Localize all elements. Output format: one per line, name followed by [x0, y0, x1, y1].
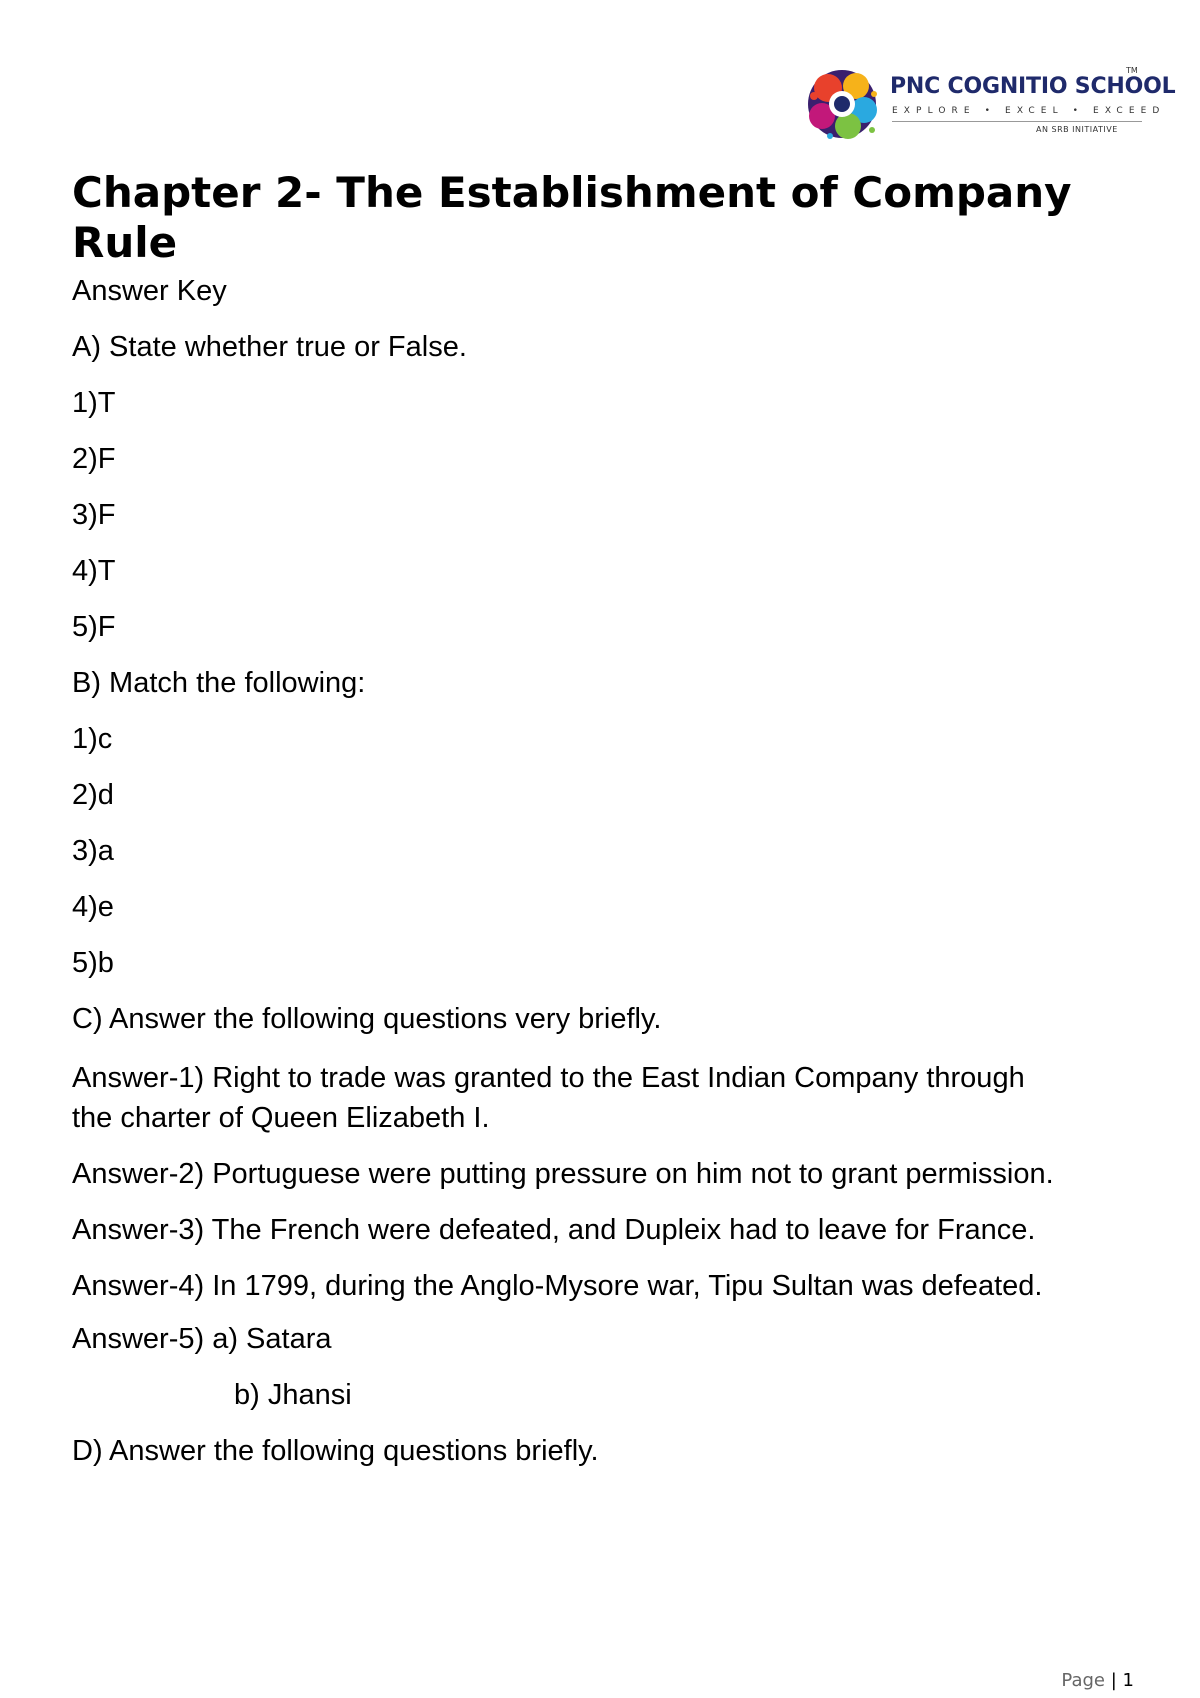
answer-paragraph: Answer-2) Portuguese were putting pressure on him not to grant permission.	[72, 1158, 1054, 1190]
answer-paragraph: Answer-1) Right to trade was granted to the East Indian Company through the charter of Queen Elizabeth I.	[72, 1062, 1025, 1134]
page-separator: |	[1110, 1670, 1117, 1691]
list-item: 4)T	[72, 555, 116, 587]
list-item: 5)F	[72, 611, 116, 643]
section-c-heading: C) Answer the following questions very briefly.	[72, 1003, 662, 1035]
trademark-mark: TM	[1126, 66, 1138, 75]
list-item: 3)F	[72, 499, 116, 531]
answer-5-part-b: b) Jhansi	[234, 1379, 352, 1411]
answer-5-part-a: Answer-5) a) Satara	[72, 1323, 332, 1355]
logo-tagline: EXPLORE • EXCEL • EXCEED	[892, 106, 1166, 116]
answer-paragraph: Answer-4) In 1799, during the Anglo-Mysore war, Tipu Sultan was defeated.	[72, 1270, 1043, 1302]
list-item: 1)c	[72, 723, 113, 755]
section-b-heading: B) Match the following:	[72, 667, 366, 699]
logo-name: PNC COGNITIO SCHOOL	[890, 74, 1176, 99]
list-item: 3)a	[72, 835, 114, 867]
list-item: 5)b	[72, 947, 114, 979]
page-footer	[1061, 1670, 1134, 1691]
page-title: Chapter 2- The Establishment of Company Rule	[72, 168, 1072, 267]
list-item: 2)d	[72, 779, 114, 811]
answer-key-body	[72, 274, 1072, 1490]
page-label: Page	[1061, 1670, 1105, 1691]
logo-subtitle: AN SRB INITIATIVE	[1036, 125, 1118, 134]
section-d-heading: D) Answer the following questions briefly.	[72, 1435, 599, 1467]
answer-paragraph: Answer-3) The French were defeated, and Dupleix had to leave for France.	[72, 1214, 1036, 1246]
colorful-splash-globe-icon	[804, 66, 880, 142]
page-number: 1	[1122, 1670, 1134, 1691]
list-item: 1)T	[72, 387, 116, 419]
answer-key-subtitle: Answer Key	[72, 275, 227, 307]
section-a-heading: A) State whether true or False.	[72, 331, 467, 363]
list-item: 2)F	[72, 443, 116, 475]
logo-divider	[892, 121, 1142, 122]
list-item: 4)e	[72, 891, 114, 923]
school-logo	[804, 66, 1176, 146]
